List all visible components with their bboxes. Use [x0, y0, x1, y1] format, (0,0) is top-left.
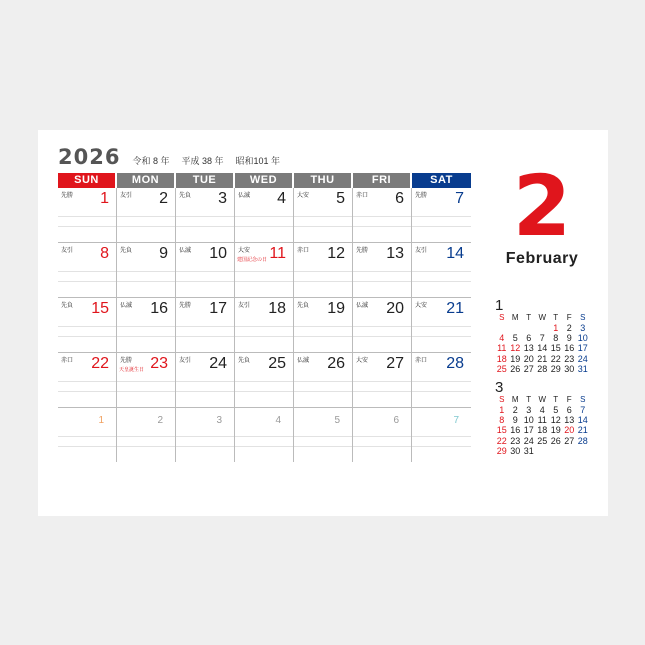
mini-day: 16 — [564, 343, 575, 354]
weekday-header-fri: FRI — [353, 173, 410, 188]
cell-rule-line — [235, 226, 293, 227]
mini-day: 12 — [550, 415, 561, 426]
rokuyo-label: 大安 — [238, 248, 251, 254]
rokuyo-label: 友引 — [61, 248, 74, 254]
mini-day: 5 — [553, 405, 559, 415]
mini-day: 29 — [550, 363, 561, 374]
mini-day — [522, 323, 536, 333]
mini-weekday: F — [566, 313, 572, 322]
day-cell — [235, 243, 294, 297]
day-cell-next-month — [235, 408, 294, 462]
era-heisei: 平成 38 年 — [181, 156, 224, 166]
cell-rule-line — [117, 381, 175, 382]
cell-rule-line — [294, 226, 352, 227]
cell-rule-line — [176, 226, 234, 227]
mini-day: 20 — [564, 425, 575, 436]
mini-weekday: S — [499, 395, 505, 404]
cell-rule-line — [235, 326, 293, 327]
mini-day: 6 — [526, 333, 532, 344]
cell-rule-line — [176, 381, 234, 382]
cell-rule-line — [235, 336, 293, 337]
mini-day — [495, 323, 509, 333]
calendar-header — [58, 146, 280, 168]
day-cell — [117, 353, 176, 407]
mini-day: 12 — [510, 343, 521, 354]
cell-rule-line — [58, 336, 116, 337]
day-number: 19 — [327, 300, 345, 317]
rokuyo-label: 赤口 — [415, 358, 428, 364]
day-cell — [353, 298, 412, 352]
mini-day: 9 — [566, 333, 572, 344]
day-cell — [412, 298, 471, 352]
cell-rule-line — [176, 336, 234, 337]
day-number: 9 — [159, 245, 168, 262]
mini-week-row — [495, 364, 595, 374]
cell-rule-line — [353, 216, 411, 217]
week-row — [58, 188, 471, 243]
mini-day: 1 — [499, 405, 505, 415]
day-cell — [412, 353, 471, 407]
mini-day: 23 — [564, 353, 575, 364]
mini-day: 25 — [496, 363, 507, 374]
rokuyo-label: 先負 — [179, 193, 192, 199]
day-number: 16 — [150, 300, 168, 317]
day-cell — [176, 353, 235, 407]
cell-rule-line — [176, 436, 234, 437]
mini-day: 26 — [510, 363, 521, 374]
cell-rule-line — [117, 271, 175, 272]
rokuyo-label: 仏滅 — [179, 248, 192, 254]
mini-day: 31 — [577, 363, 588, 374]
weekday-header-row — [58, 173, 471, 188]
mini-weekday: M — [511, 313, 519, 322]
cell-rule-line — [294, 271, 352, 272]
mini-day: 13 — [564, 415, 575, 426]
mini-day: 16 — [510, 425, 521, 436]
mini-day: 24 — [577, 353, 588, 364]
mini-week-row — [495, 405, 595, 415]
day-cell-next-month — [412, 408, 471, 462]
cell-rule-line — [117, 216, 175, 217]
mini-week-row — [495, 354, 595, 364]
mini-day: 29 — [496, 445, 507, 456]
mini-day: 19 — [550, 425, 561, 436]
mini-day: 18 — [537, 425, 548, 436]
mini-weekday: T — [526, 395, 532, 404]
day-cell — [176, 243, 235, 297]
day-number: 15 — [91, 300, 109, 317]
mini-day: 5 — [512, 333, 518, 344]
cell-rule-line — [353, 391, 411, 392]
mini-day: 21 — [577, 425, 588, 436]
week-row — [58, 353, 471, 408]
mini-day: 18 — [496, 353, 507, 364]
cell-rule-line — [412, 226, 471, 227]
day-number: 22 — [91, 355, 109, 372]
day-cell — [176, 188, 235, 242]
mini-day: 22 — [496, 435, 507, 446]
mini-calendar-january — [495, 298, 595, 374]
mini-weekday: S — [580, 313, 586, 322]
day-number: 8 — [100, 245, 109, 262]
week-row-next-month — [58, 408, 471, 462]
rokuyo-label: 先負 — [238, 358, 251, 364]
day-cell — [176, 298, 235, 352]
mini-weekday-row — [495, 313, 595, 323]
weekday-header-tue: TUE — [176, 173, 233, 188]
day-cell — [235, 353, 294, 407]
cell-rule-line — [412, 281, 471, 282]
day-cell — [58, 353, 117, 407]
mini-day: 4 — [499, 333, 505, 344]
mini-day — [536, 446, 550, 456]
day-number: 20 — [386, 300, 404, 317]
day-number: 25 — [268, 355, 286, 372]
mini-week-row — [495, 323, 595, 333]
mini-day — [563, 446, 577, 456]
mini-weekday: S — [580, 395, 586, 404]
mini-weekday: T — [553, 395, 559, 404]
mini-day: 8 — [499, 415, 505, 426]
mini-day: 7 — [580, 405, 586, 415]
day-cell — [294, 298, 353, 352]
mini-day: 10 — [523, 415, 534, 426]
cell-rule-line — [58, 281, 116, 282]
cell-rule-line — [353, 271, 411, 272]
mini-day: 11 — [537, 415, 547, 426]
cell-rule-line — [117, 336, 175, 337]
cell-rule-line — [176, 391, 234, 392]
mini-weekday: W — [538, 395, 547, 404]
rokuyo-label: 大安 — [297, 193, 310, 199]
mini-day: 27 — [564, 435, 575, 446]
mini-day: 15 — [550, 343, 561, 354]
day-number: 12 — [327, 245, 345, 262]
cell-rule-line — [58, 446, 116, 447]
cell-rule-line — [294, 381, 352, 382]
mini-day — [549, 446, 563, 456]
day-cell — [117, 243, 176, 297]
rokuyo-label: 先勝 — [179, 303, 192, 309]
mini-day: 20 — [523, 353, 534, 364]
month-name: February — [505, 250, 579, 267]
mini-weekday: T — [553, 313, 559, 322]
cell-rule-line — [117, 281, 175, 282]
rokuyo-label: 先勝 — [120, 358, 133, 364]
rokuyo-label: 仏滅 — [120, 303, 133, 309]
day-number: 23 — [150, 355, 168, 372]
day-cell-next-month — [117, 408, 176, 462]
cell-rule-line — [412, 391, 471, 392]
cell-rule-line — [353, 226, 411, 227]
week-row — [58, 243, 471, 298]
cell-rule-line — [235, 391, 293, 392]
day-cell — [235, 298, 294, 352]
mini-day: 2 — [566, 323, 572, 333]
rokuyo-label: 仏滅 — [238, 193, 251, 199]
day-cell — [117, 298, 176, 352]
mini-week-row — [495, 333, 595, 343]
cell-rule-line — [294, 436, 352, 437]
mini-day: 14 — [537, 343, 548, 354]
cell-rule-line — [353, 281, 411, 282]
rokuyo-label: 友引 — [415, 248, 428, 254]
rokuyo-label: 友引 — [120, 193, 133, 199]
day-cell-next-month — [353, 408, 412, 462]
mini-day: 23 — [510, 435, 521, 446]
day-cell-next-month — [58, 408, 117, 462]
mini-month-number: 1 — [495, 297, 504, 314]
era-reiwa: 令和 8 年 — [132, 156, 170, 166]
holiday-name: 天皇誕生日 — [119, 367, 145, 373]
cell-rule-line — [294, 391, 352, 392]
rokuyo-label: 大安 — [356, 358, 369, 364]
day-number: 6 — [395, 190, 404, 207]
cell-rule-line — [58, 326, 116, 327]
cell-rule-line — [176, 281, 234, 282]
cell-rule-line — [412, 381, 471, 382]
mini-day: 15 — [496, 425, 507, 436]
mini-day: 21 — [537, 353, 548, 364]
day-number: 11 — [269, 245, 286, 262]
mini-day: 11 — [497, 343, 507, 354]
cell-rule-line — [353, 446, 411, 447]
cell-rule-line — [58, 391, 116, 392]
day-number: 28 — [446, 355, 464, 372]
mini-weekday: W — [538, 313, 547, 322]
day-number: 4 — [277, 190, 286, 207]
rokuyo-label: 先負 — [120, 248, 133, 254]
mini-day: 28 — [577, 435, 588, 446]
cell-rule-line — [294, 336, 352, 337]
rokuyo-label: 仏滅 — [356, 303, 369, 309]
cell-rule-line — [235, 381, 293, 382]
day-number: 2 — [159, 190, 168, 207]
mini-day: 31 — [523, 445, 534, 456]
mini-day: 14 — [577, 415, 588, 426]
mini-day: 3 — [580, 323, 586, 333]
day-number: 21 — [446, 300, 464, 317]
weeks — [58, 188, 471, 462]
day-cell — [294, 243, 353, 297]
mini-day — [509, 323, 523, 333]
mini-day: 22 — [550, 353, 561, 364]
day-number: 26 — [327, 355, 345, 372]
mini-day: 30 — [510, 445, 521, 456]
cell-rule-line — [412, 326, 471, 327]
mini-day: 7 — [539, 333, 545, 344]
mini-weekday: M — [511, 395, 519, 404]
cell-rule-line — [117, 436, 175, 437]
cell-rule-line — [117, 326, 175, 327]
mini-week-row — [495, 415, 595, 425]
day-cell-next-month — [176, 408, 235, 462]
day-number: 3 — [218, 190, 227, 207]
cell-rule-line — [235, 281, 293, 282]
mini-day: 10 — [577, 333, 588, 344]
cell-rule-line — [117, 391, 175, 392]
mini-day: 25 — [537, 435, 548, 446]
day-number: 5 — [336, 190, 345, 207]
weekday-header-mon: MON — [117, 173, 174, 188]
month-grid — [58, 173, 471, 462]
mini-week-row — [495, 343, 595, 353]
weekday-header-sun: SUN — [58, 173, 115, 188]
mini-week-row — [495, 425, 595, 435]
rokuyo-label: 大安 — [415, 303, 428, 309]
week-row — [58, 298, 471, 353]
day-cell — [58, 188, 117, 242]
day-cell — [353, 243, 412, 297]
mini-weekday: T — [526, 313, 532, 322]
mini-day: 13 — [523, 343, 534, 354]
weekday-header-sat: SAT — [412, 173, 471, 188]
mini-day: 8 — [553, 333, 559, 344]
day-number: 10 — [209, 245, 227, 262]
era-showa: 昭和101 年 — [235, 156, 281, 166]
mini-calendar-march — [495, 380, 595, 456]
weekday-header-thu: THU — [294, 173, 351, 188]
cell-rule-line — [353, 326, 411, 327]
rokuyo-label: 赤口 — [356, 193, 369, 199]
mini-weekday: F — [566, 395, 572, 404]
rokuyo-label: 赤口 — [297, 248, 310, 254]
mini-week-row — [495, 446, 595, 456]
day-number: 3 — [216, 415, 222, 426]
cell-rule-line — [353, 436, 411, 437]
day-number: 1 — [100, 190, 109, 207]
day-cell — [412, 243, 471, 297]
day-number: 2 — [157, 415, 163, 426]
day-number: 13 — [386, 245, 404, 262]
cell-rule-line — [294, 281, 352, 282]
cell-rule-line — [58, 216, 116, 217]
day-cell — [235, 188, 294, 242]
mini-day: 9 — [512, 415, 518, 426]
cell-rule-line — [176, 271, 234, 272]
day-number: 6 — [393, 415, 399, 426]
cell-rule-line — [412, 446, 471, 447]
mini-day: 30 — [564, 363, 575, 374]
rokuyo-label: 友引 — [179, 358, 192, 364]
rokuyo-label: 先負 — [297, 303, 310, 309]
cell-rule-line — [58, 381, 116, 382]
weekday-header-wed: WED — [235, 173, 292, 188]
mini-day: 24 — [523, 435, 534, 446]
mini-weekday-row — [495, 395, 595, 405]
day-cell — [294, 353, 353, 407]
day-cell-next-month — [294, 408, 353, 462]
cell-rule-line — [117, 226, 175, 227]
cell-rule-line — [294, 446, 352, 447]
cell-rule-line — [58, 436, 116, 437]
cell-rule-line — [176, 446, 234, 447]
rokuyo-label: 赤口 — [61, 358, 74, 364]
cell-rule-line — [353, 381, 411, 382]
mini-day: 2 — [512, 405, 518, 415]
rokuyo-label: 先負 — [61, 303, 74, 309]
cell-rule-line — [412, 336, 471, 337]
cell-rule-line — [412, 271, 471, 272]
day-number: 27 — [386, 355, 404, 372]
day-number: 7 — [455, 190, 464, 207]
mini-day: 17 — [523, 425, 534, 436]
mini-day: 3 — [526, 405, 532, 415]
mini-day: 17 — [577, 343, 588, 354]
day-number: 17 — [209, 300, 227, 317]
day-number: 14 — [446, 245, 464, 262]
day-cell — [58, 243, 117, 297]
calendar-card — [38, 130, 608, 516]
cell-rule-line — [58, 271, 116, 272]
mini-day: 26 — [550, 435, 561, 446]
mini-day: 28 — [537, 363, 548, 374]
mini-day: 27 — [523, 363, 534, 374]
day-cell — [117, 188, 176, 242]
cell-rule-line — [235, 436, 293, 437]
mini-day — [536, 323, 550, 333]
mini-day: 6 — [566, 405, 572, 415]
mini-day: 4 — [539, 405, 545, 415]
day-cell — [294, 188, 353, 242]
cell-rule-line — [412, 216, 471, 217]
rokuyo-label: 友引 — [238, 303, 251, 309]
cell-rule-line — [235, 216, 293, 217]
rokuyo-label: 先勝 — [356, 248, 369, 254]
mini-day: 19 — [510, 353, 521, 364]
day-cell — [58, 298, 117, 352]
rokuyo-label: 仏滅 — [297, 358, 310, 364]
day-number: 7 — [453, 415, 459, 426]
day-number: 4 — [275, 415, 281, 426]
mini-day — [576, 446, 590, 456]
day-cell — [353, 188, 412, 242]
mini-month-number: 3 — [495, 379, 504, 396]
mini-day: 1 — [553, 323, 559, 333]
cell-rule-line — [176, 216, 234, 217]
month-number: 2 — [512, 157, 572, 255]
cell-rule-line — [412, 436, 471, 437]
day-number: 1 — [98, 415, 104, 426]
cell-rule-line — [58, 226, 116, 227]
cell-rule-line — [235, 446, 293, 447]
holiday-name: 建国記念の日 — [237, 257, 268, 263]
day-number: 5 — [334, 415, 340, 426]
cell-rule-line — [117, 446, 175, 447]
day-cell — [353, 353, 412, 407]
rokuyo-label: 先勝 — [61, 193, 74, 199]
cell-rule-line — [235, 271, 293, 272]
cell-rule-line — [294, 326, 352, 327]
day-number: 24 — [209, 355, 227, 372]
mini-week-row — [495, 436, 595, 446]
day-cell — [412, 188, 471, 242]
mini-weekday: S — [499, 313, 505, 322]
day-number: 18 — [268, 300, 286, 317]
year-title: 2026 — [58, 145, 121, 169]
cell-rule-line — [294, 216, 352, 217]
cell-rule-line — [176, 326, 234, 327]
cell-rule-line — [353, 336, 411, 337]
rokuyo-label: 先勝 — [415, 193, 428, 199]
